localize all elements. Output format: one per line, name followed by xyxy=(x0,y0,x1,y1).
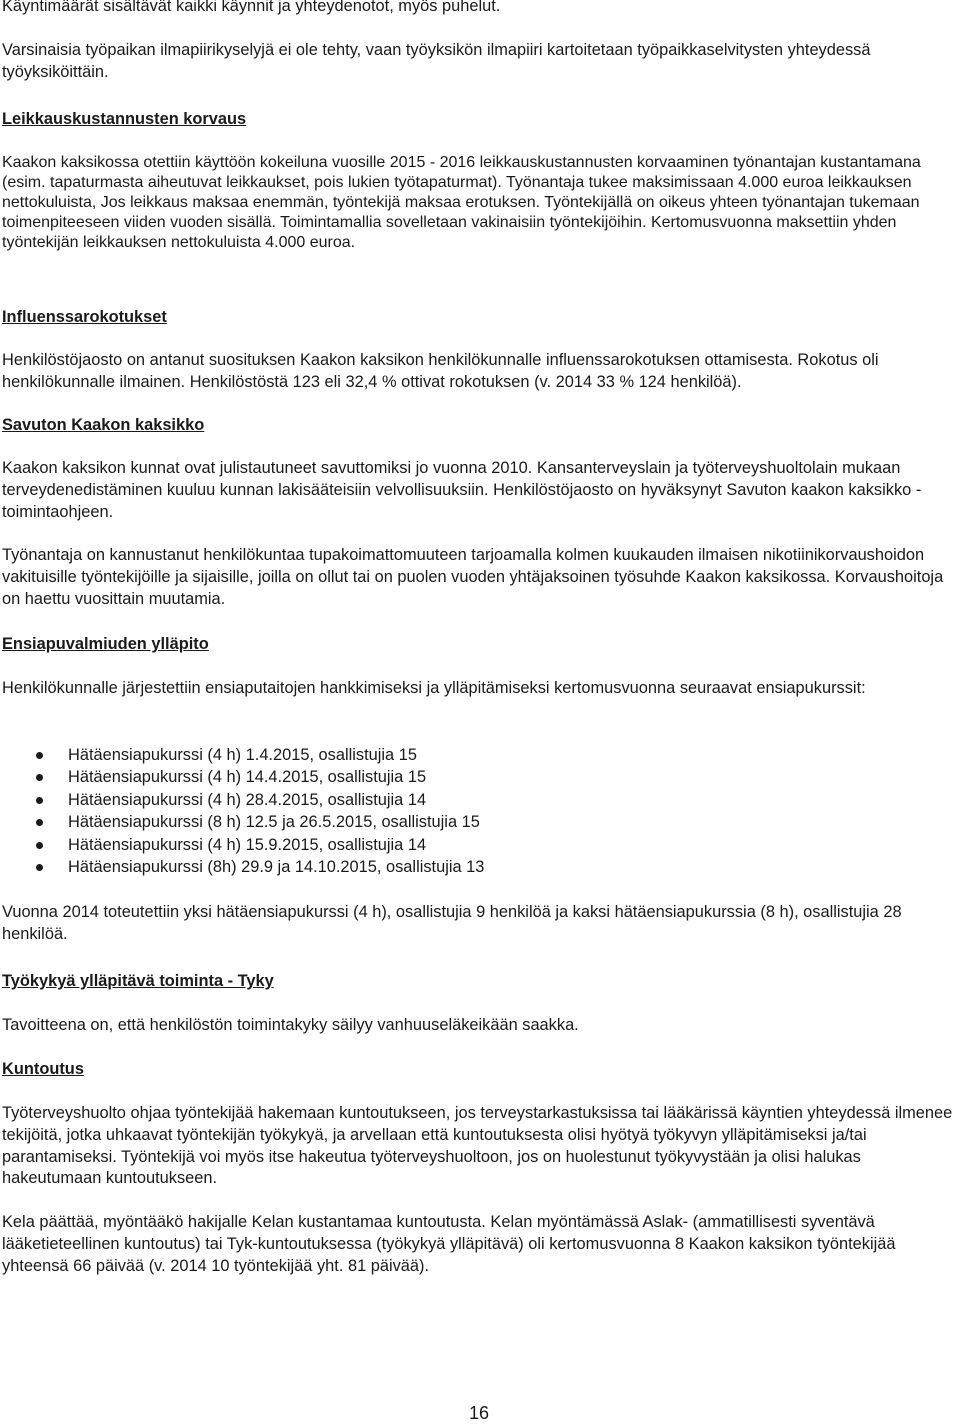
document-page xyxy=(2,0,956,1425)
list-item: Hätäensiapukurssi (8 h) 12.5 ja 26.5.2015, osallistujia 15 xyxy=(2,811,956,833)
paragraph-influenza: Henkilöstöjaosto on antanut suosituksen Kaakon kaksikon henkilökunnalle influenssarokotuksen ottamisesta. Rokotus oli henkilökunnalle ilmainen. Henkilöstöstä 123 eli 32,4 % ottivat rokotuksen (v. 2014 33 % 124 henkilöä). xyxy=(2,351,879,391)
paragraph-intro-atmosphere: Varsinaisia työpaikan ilmapiirikyselyjä ei ole tehty, vaan työyksikön ilmapiiri kartoitetaan työpaikkaselvitysten yhteydessä työyksiköittäin. xyxy=(2,41,871,81)
page-number: 16 xyxy=(468,1403,490,1423)
heading-influenza: Influenssarokotukset xyxy=(2,308,167,326)
paragraph-rehabilitation-1: Työterveyshuolto ohjaa työntekijää hakemaan kuntoutukseen, jos terveystarkastuksissa tai lääkärissä käyntien yhteydessä ilmenee tekijöitä, jotka uhkaavat työntekijän työkykyä, ja arvellaan että kuntoutuksesta olisi hyötyä työkyvyn ylläpitämiseksi ja/tai parantamiseksi. Työntekijä voi myös itse hakeutua työterveyshuoltoon, jos on huolestunut työkyvystään ja olisi halukas hakeutumaan kuntoutukseen. xyxy=(2,1104,953,1188)
list-item: Hätäensiapukurssi (4 h) 1.4.2015, osallistujia 15 xyxy=(2,744,956,766)
bullet-icon xyxy=(36,864,43,871)
heading-surgery-costs: Leikkauskustannusten korvaus xyxy=(2,110,247,128)
list-item: Hätäensiapukurssi (4 h) 28.4.2015, osallistujia 14 xyxy=(2,789,956,811)
paragraph-first-aid: Henkilökunnalle järjestettiin ensiaputaitojen hankkimiseksi ja ylläpitämiseksi kertomusvuonna seuraavat ensiapukurssit: xyxy=(2,679,866,697)
heading-smokefree: Savuton Kaakon kaksikko xyxy=(2,416,205,434)
heading-rehabilitation: Kuntoutus xyxy=(2,1060,84,1078)
paragraph-first-aid-2014: Vuonna 2014 toteutettiin yksi hätäensiapukurssi (4 h), osallistujia 9 henkilöä ja kaksi hätäensiapukurssia (8 h), osallistujia 28 henkilöä. xyxy=(2,903,902,943)
paragraph-rehabilitation-2: Kela päättää, myöntääkö hakijalle Kelan kustantamaa kuntoutusta. Kelan myöntämässä Aslak- (ammatillisesti syventävä lääketieteellinen kuntoutus) tai Tyk-kuntoutuksessa (työkykyä ylläpitävä) oli kertomusvuonna 8 Kaakon kaksikon työntekijää yhteensä 66 päivää (v. 2014 10 työntekijää yht. 81 päivää). xyxy=(2,1213,896,1275)
bullet-icon xyxy=(36,752,43,759)
bullet-icon xyxy=(36,819,43,826)
course-list xyxy=(2,744,956,878)
paragraph-surgery-costs: Kaakon kaksikossa otettiin käyttöön kokeiluna vuosille 2015 - 2016 leikkauskustannusten korvaaminen työnantajan kustantamana (esim. tapaturmasta aiheutuvat leikkaukset, pois lukien työtapaturmat). Työnantaja tukee maksimissaan 4.000 euroa leikkauksen nettokuluista, Jos leikkaus maksaa enemmän, työntekijä maksaa erotuksen. Työntekijällä on oikeus yhteen työnantajan tukemaan toimenpiteeseen viiden vuoden sisällä. Toimintamallia sovelletaan vakinaisiin työntekijöihin. Kertomusvuonna maksettiin yhden työntekijän leikkauksen nettokuluista 4.000 euroa. xyxy=(2,154,921,251)
list-item: Hätäensiapukurssi (4 h) 15.9.2015, osallistujia 14 xyxy=(2,834,956,856)
bullet-icon xyxy=(36,842,43,849)
paragraph-smokefree-1: Kaakon kaksikon kunnat ovat julistautuneet savuttomiksi jo vuonna 2010. Kansanterveyslain ja työterveyshuoltolain mukaan terveydenedistäminen kuuluu kunnan lakisääteisiin velvollisuuksiin. Henkilöstöjaosto on hyväksynyt Savuton kaakon kaksikko - toimintaohjeen. xyxy=(2,459,922,521)
heading-first-aid: Ensiapuvalmiuden ylläpito xyxy=(2,635,209,653)
list-item: Hätäensiapukurssi (4 h) 14.4.2015, osallistujia 15 xyxy=(2,766,956,788)
bullet-icon xyxy=(36,797,43,804)
heading-tyky: Työkykyä ylläpitävä toiminta - Tyky xyxy=(2,972,274,990)
bullet-icon xyxy=(36,774,43,781)
list-item: Hätäensiapukurssi (8h) 29.9 ja 14.10.2015, osallistujia 13 xyxy=(2,856,956,878)
paragraph-smokefree-2: Työnantaja on kannustanut henkilökuntaa tupakoimattomuuteen tarjoamalla kolmen kuukauden ilmaisen nikotiinikorvaushoidon vakituisille työntekijöille ja sijaisille, joilla on ollut tai on puolen vuoden yhtäjaksoinen työsuhde Kaakon kaksikossa. Korvaushoitoja on haettu vuosittain muutamia. xyxy=(2,546,944,608)
paragraph-intro-visits: Käyntimäärät sisältävät kaikki käynnit ja yhteydenotot, myös puhelut. xyxy=(2,0,501,15)
paragraph-tyky: Tavoitteena on, että henkilöstön toimintakyky säilyy vanhuuseläkeikään saakka. xyxy=(2,1016,579,1034)
